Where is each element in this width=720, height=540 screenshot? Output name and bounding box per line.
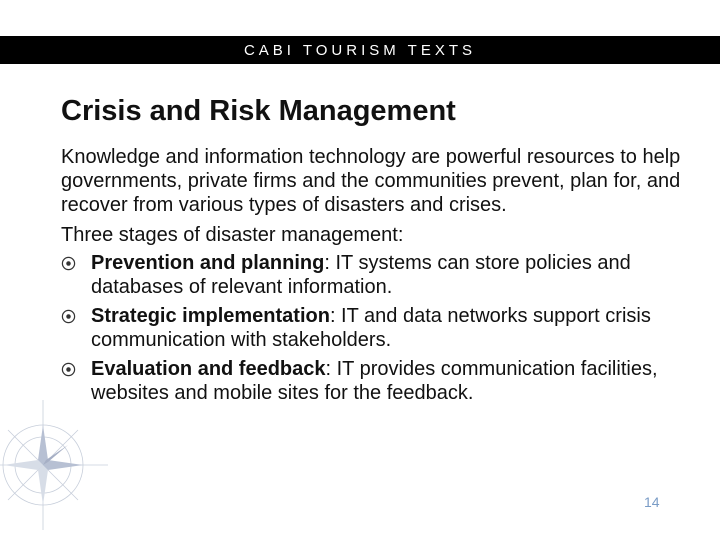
circle-dot-bullet-icon bbox=[61, 256, 76, 271]
slide-title: Crisis and Risk Management bbox=[61, 95, 456, 127]
header-banner bbox=[0, 36, 720, 64]
intro-paragraph: Knowledge and information technology are powerful resources to help governments, private firms and the communities prevent, plan for, and recover from various types of disasters and crises. bbox=[61, 146, 681, 216]
bullet-term: Strategic implementation bbox=[91, 305, 330, 327]
page-number: 14 bbox=[644, 494, 660, 510]
compass-rose-icon bbox=[0, 390, 118, 540]
bullet-text: : IT and data networks support crisis communication with stakeholders. bbox=[91, 305, 651, 351]
list-item bbox=[61, 251, 681, 299]
stages-heading: Three stages of disaster management: bbox=[61, 224, 404, 246]
list-item bbox=[61, 304, 681, 352]
bullet-text: : IT provides communication facilities, websites and mobile sites for the feedback. bbox=[91, 358, 658, 404]
circle-dot-bullet-icon bbox=[61, 362, 76, 377]
slide-body bbox=[61, 145, 681, 410]
circle-dot-bullet-icon bbox=[61, 309, 76, 324]
banner-text: CABI TOURISM TEXTS bbox=[243, 41, 477, 59]
stages-list bbox=[61, 251, 681, 405]
list-item bbox=[61, 357, 681, 405]
bullet-text: : IT systems can store policies and databases of relevant information. bbox=[91, 252, 631, 298]
bullet-term: Evaluation and feedback bbox=[91, 358, 326, 380]
bullet-term: Prevention and planning bbox=[91, 252, 325, 274]
